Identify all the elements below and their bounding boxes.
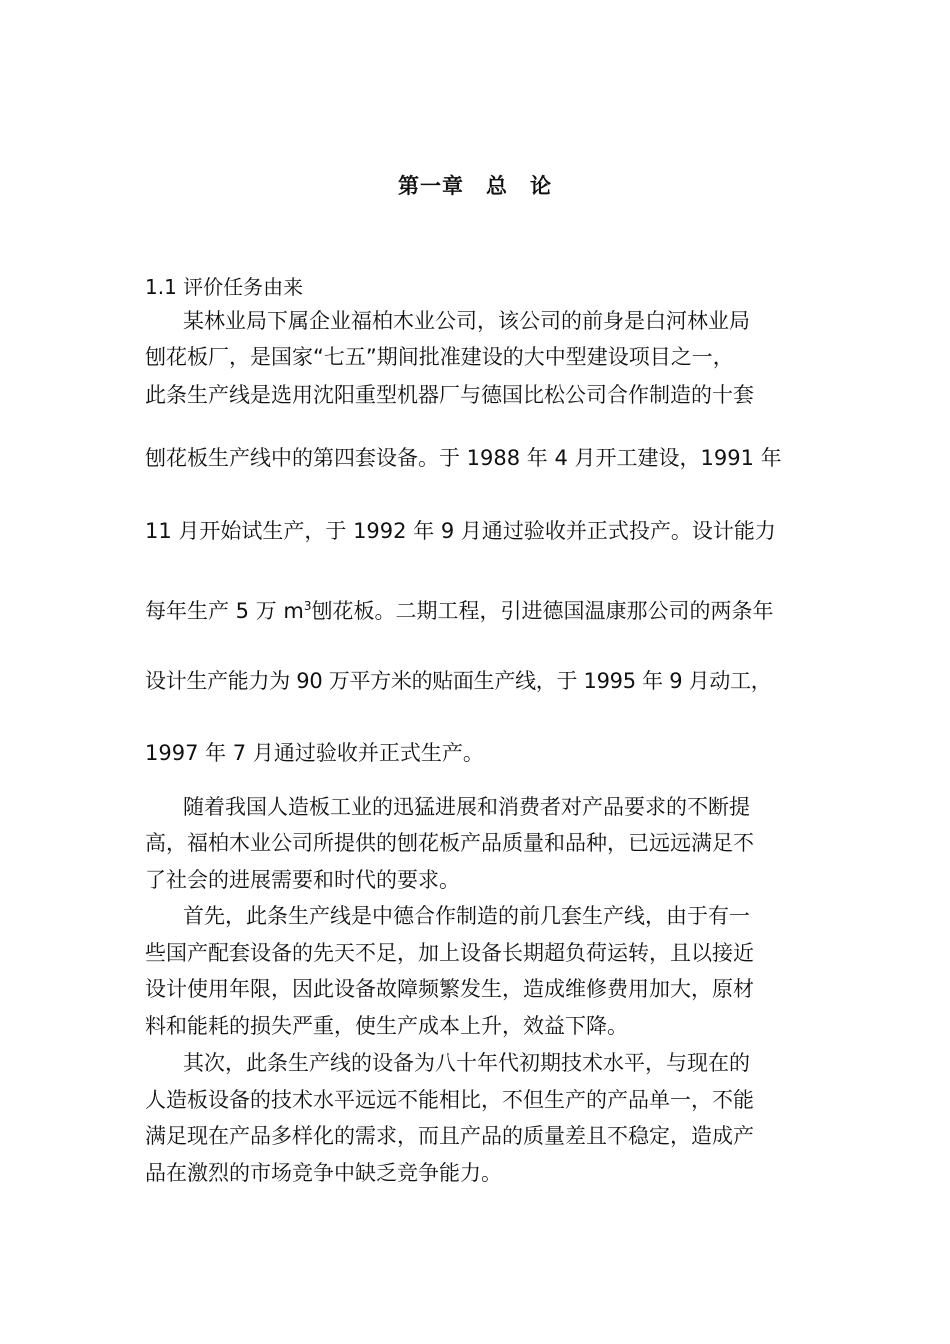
paragraph-3-line-1: 首先，此条生产线是中德合作制造的前几套生产线，由于有一 xyxy=(183,904,750,928)
paragraph-4-line-4: 品在激烈的市场竞争中缺乏竞争能力。 xyxy=(145,1161,502,1185)
section-heading: 1.1 评价任务由来 xyxy=(145,275,304,299)
capacity-text-rest: 刨花板。二期工程，引进德国温康那公司的两条年 xyxy=(311,599,774,623)
paragraph-1-line-2: 刨花板厂，是国家“七五”期间批准建设的大中型建设项目之一， xyxy=(145,345,734,369)
cubic-superscript: 3 xyxy=(303,599,312,613)
paragraph-3-line-4: 料和能耗的损失严重，使生产成本上升，效益下降。 xyxy=(145,1014,628,1038)
paragraph-1-line-3: 此条生产线是选用沈阳重型机器厂与德国比松公司合作制造的十套 xyxy=(145,383,754,407)
paragraph-1-line-4: 刨花板生产线中的第四套设备。于 1988 年 4 月开工建设，1991 年 xyxy=(145,446,782,470)
paragraph-1-line-1: 某林业局下属企业福柏木业公司，该公司的前身是白河林业局 xyxy=(183,309,750,333)
paragraph-2-line-1: 随着我国人造板工业的迅猛进展和消费者对产品要求的不断提 xyxy=(183,795,750,819)
paragraph-4-line-3: 满足现在产品多样化的需求，而且产品的质量差且不稳定，造成产 xyxy=(145,1124,754,1148)
paragraph-1-line-7: 设计生产能力为 90 万平方米的贴面生产线，于 1995 年 9 月动工， xyxy=(145,669,772,693)
paragraph-4-line-2: 人造板设备的技术水平远远不能相比，不但生产的产品单一，不能 xyxy=(145,1088,754,1112)
paragraph-2-line-3: 了社会的进展需要和时代的要求。 xyxy=(145,868,460,892)
paragraph-2-line-2: 高，福柏木业公司所提供的刨花板产品质量和品种，已远远满足不 xyxy=(145,831,754,855)
paragraph-3-line-2: 些国产配套设备的先天不足，加上设备长期超负荷运转，且以接近 xyxy=(145,941,754,965)
paragraph-4-line-1: 其次，此条生产线的设备为八十年代初期技术水平，与现在的 xyxy=(183,1051,750,1075)
paragraph-1-line-5: 11 月开始试生产，于 1992 年 9 月通过验收并正式投产。设计能力 xyxy=(145,519,776,543)
paragraph-3-line-3: 设计使用年限，因此设备故障频繁发生，造成维修费用加大，原材 xyxy=(145,977,754,1001)
paragraph-1-line-8: 1997 年 7 月通过验收并正式生产。 xyxy=(145,741,484,765)
chapter-title: 第一章 总 论 xyxy=(398,174,552,198)
paragraph-1-line-6 xyxy=(145,591,815,621)
capacity-text: 每年生产 5 万 m xyxy=(145,599,304,623)
